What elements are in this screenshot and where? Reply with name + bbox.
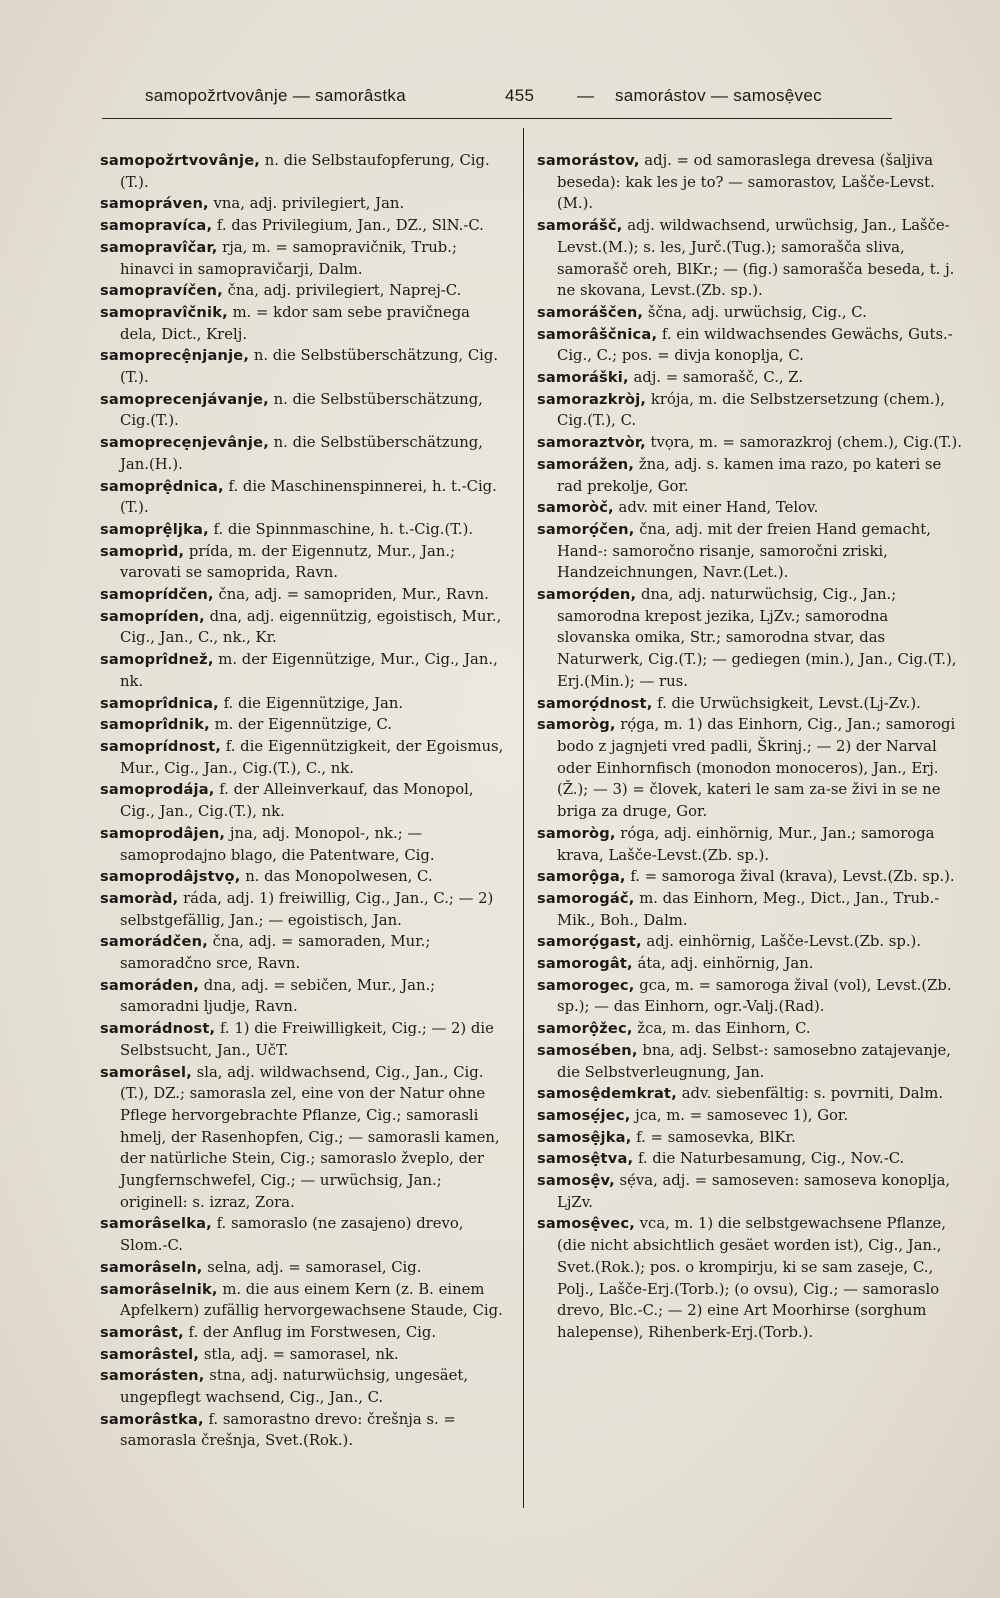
entry-definition: m. der Eigennützige, C. — [209, 716, 393, 734]
dictionary-entry — [537, 432, 962, 454]
dictionary-entry — [537, 454, 962, 497]
entry-definition: f. = samoroga žival (krava), Levst.(Zb. sp.). — [625, 868, 955, 886]
entry-definition: n. die Selbstüberschätzung, Cig.(T.). — [120, 347, 499, 387]
entry-definition: stla, adj. = samorasel, nk. — [199, 1345, 399, 1363]
dictionary-entry — [537, 324, 962, 367]
left-column — [100, 150, 510, 1452]
dictionary-entry — [100, 1213, 510, 1256]
entry-definition: f. die Naturbesamung, Cig., Nov.-C. — [633, 1150, 905, 1168]
entry-definition: f. die Spinnmaschine, h. t.-Cig.(T.). — [208, 520, 474, 538]
entry-headword: samoròč, — [537, 499, 614, 517]
entry-headword: samoprîdnež, — [100, 651, 214, 669]
dictionary-entry — [100, 1257, 510, 1279]
dictionary-entry — [100, 931, 510, 974]
header-left-guidewords: samopožrtvovânje — samorâstka — [145, 86, 406, 105]
entry-headword: samoráščen, — [537, 303, 644, 321]
entry-definition: gca, m. = samoroga žival (vol), Levst.(Zb. sp.); — das Einhorn, ogr.-Valj.(Rad). — [557, 976, 952, 1016]
dictionary-entry — [537, 975, 962, 1018]
entry-definition: f. der Alleinverkauf, das Monopol, Cig., Jan., Cig.(T.), nk. — [120, 781, 474, 821]
dictionary-entry — [100, 541, 510, 584]
entry-definition: selna, adj. = samorasel, Cig. — [202, 1258, 422, 1276]
dictionary-entry — [537, 953, 962, 975]
entry-headword: samoráški, — [537, 369, 629, 387]
dictionary-entry — [100, 1322, 510, 1344]
entry-headword: samorâst, — [100, 1323, 184, 1341]
dictionary-entry — [100, 779, 510, 822]
dictionary-entry — [537, 866, 962, 888]
dictionary-entry — [537, 150, 962, 215]
entry-headword: samoràd, — [100, 889, 179, 907]
entry-headword: samopravîčar, — [100, 238, 218, 256]
dictionary-entry — [100, 888, 510, 931]
entry-headword: samorástov, — [537, 152, 640, 169]
dictionary-entry — [100, 866, 510, 888]
entry-headword: samoprodâjen, — [100, 824, 226, 842]
right-column — [537, 150, 962, 1344]
entry-definition: vca, m. 1) die selbstgewachsene Pflanze, (die nicht absichtlich gesäet worden ist), Cig., Jan., Svet.(Rok.); pos. o krompirju, ki se sam zaseje, C., Polj., Lašče-Erj.(Torb.); (o ovsu), Cig.; — samoraslo drevo, Blc.-C.; — 2) eine Art Moorhirse (sorghum halepense), Rihenberk-Erj.(Torb.). — [557, 1215, 946, 1341]
entry-definition: f. samoraslo (ne zasajeno) drevo, Slom.-C. — [120, 1215, 464, 1255]
entry-headword: samorogec, — [537, 976, 635, 994]
dictionary-entry — [100, 1365, 510, 1408]
entry-definition: rja, m. = samopravičnik, Trub.; hinavci in samopravičarji, Dalm. — [120, 238, 457, 278]
dictionary-entry — [100, 975, 510, 1018]
dictionary-entry — [100, 1409, 510, 1452]
dictionary-entry — [100, 693, 510, 715]
dictionary-entry — [100, 389, 510, 432]
entry-headword: samosẹ́jec, — [537, 1106, 631, 1124]
dictionary-entry — [537, 1018, 962, 1040]
entry-definition: róga, adj. einhörnig, Mur., Jan.; samoroga krava, Lašče-Levst.(Zb. sp.). — [557, 824, 935, 864]
entry-definition: adj. = samorašč, C., Z. — [628, 369, 804, 387]
entry-headword: samorâstka, — [100, 1410, 204, 1428]
entry-headword: samoprìd, — [100, 542, 185, 560]
entry-headword: samorásten, — [100, 1367, 205, 1385]
entry-definition: f. die Eigennützigkeit, der Egoismus, Mur., Cig., Jan., Cig.(T.), C., nk. — [120, 737, 504, 777]
dictionary-entry — [537, 693, 962, 715]
running-header — [100, 86, 900, 116]
entry-headword: samorâselka, — [100, 1215, 212, 1233]
entry-definition: vna, adj. privilegiert, Jan. — [208, 195, 405, 213]
entry-headword: samoròg, — [537, 824, 616, 842]
entry-headword: samorogât, — [537, 955, 633, 973]
dictionary-entry — [537, 1170, 962, 1213]
dictionary-entry — [100, 302, 510, 345]
entry-headword: samoprídčen, — [100, 586, 214, 604]
dictionary-entry — [537, 931, 962, 953]
entry-definition: jca, m. = samosevec 1), Gor. — [630, 1106, 849, 1124]
entry-headword: samoráden, — [100, 976, 200, 994]
dictionary-entry — [100, 237, 510, 280]
dictionary-entry — [100, 1344, 510, 1366]
dictionary-entry — [100, 476, 510, 519]
entry-definition: f. = samosevka, BlKr. — [631, 1128, 796, 1146]
entry-definition: stna, adj. naturwüchsig, ungesäet, ungepflegt wachsend, Cig., Jan., C. — [120, 1367, 469, 1407]
entry-definition: adj. wildwachsend, urwüchsig, Jan., Lašče-Levst.(M.); s. les, Jurč.(Tug.); samorašča sliva, samorašč oreh, BlKr.; — (fig.) samorašča beseda, t. j. ne skovana, Levst.(Zb. sp.). — [557, 217, 955, 300]
entry-headword: samoprệdnica, — [100, 477, 224, 495]
entry-headword: samorážen, — [537, 455, 635, 473]
entry-definition: žna, adj. s. kamen ima razo, po kateri se rad prekolje, Gor. — [557, 455, 942, 495]
dictionary-entry — [537, 497, 962, 519]
entry-definition: f. ein wildwachsendes Gewächs, Guts.-Cig., C.; pos. = divja konoplja, C. — [557, 325, 953, 365]
dictionary-entry — [537, 823, 962, 866]
entry-headword: samoròg, — [537, 716, 616, 734]
entry-definition: f. 1) die Freiwilligkeit, Cig.; — 2) die Selbstsucht, Jan., UčT. — [120, 1020, 494, 1059]
entry-definition: n. die Selbstaufopferung, Cig.(T.). — [120, 152, 490, 191]
header-dash-right: — — [577, 86, 595, 105]
dictionary-entry — [537, 519, 962, 584]
entry-definition: ráda, adj. 1) freiwillig, Cig., Jan., C.; — 2) selbstgefällig, Jan.; — egoistisch, Jan. — [120, 889, 494, 929]
entry-definition: ščna, adj. urwüchsig, Cig., C. — [643, 303, 867, 321]
entry-definition: čna, adj. mit der freien Hand gemacht, Hand-: samoročno risanje, samoročni zriski, Handzeichnungen, Navr.(Let.). — [557, 520, 931, 582]
entry-definition: m. = kdor sam sebe pravičnega dela, Dict., Krelj. — [120, 303, 471, 343]
entry-definition: f. der Anflug im Forstwesen, Cig. — [183, 1323, 437, 1341]
entry-headword: samorâseln, — [100, 1258, 203, 1276]
entry-headword: samoprídnost, — [100, 737, 222, 755]
entry-definition: čna, adj. = samoraden, Mur.; samoradčno srce, Ravn. — [120, 933, 431, 973]
entry-definition: adj. = od samoraslega drevesa (šaljiva beseda): kak les je to? — samorastov, Lašče-Levst.(M.). — [557, 152, 935, 213]
entry-headword: samorọ́čen, — [537, 520, 635, 538]
entry-headword: samopravîčnik, — [100, 303, 228, 321]
entry-definition: áta, adj. einhörnig, Jan. — [632, 955, 814, 973]
entry-definition: tvọra, m. = samorazkroj (chem.), Cig.(T.). — [645, 434, 963, 452]
entry-headword: samorádnost, — [100, 1020, 216, 1038]
entry-definition: krója, m. die Selbstzersetzung (chem.), Cig.(T.), C. — [557, 390, 945, 430]
dictionary-entry — [100, 150, 510, 193]
entry-definition: m. der Eigennützige, Mur., Cig., Jan., nk. — [120, 651, 498, 690]
dictionary-entry — [100, 345, 510, 388]
dictionary-entry — [537, 1105, 962, 1127]
entry-headword: samosệdemkrat, — [537, 1085, 677, 1103]
dictionary-entry — [100, 736, 510, 779]
entry-headword: samorộžec, — [537, 1020, 633, 1038]
dictionary-entry — [100, 823, 510, 866]
column-divider — [523, 128, 524, 1508]
dictionary-entry — [100, 519, 510, 541]
entry-headword: samorâsel, — [100, 1063, 192, 1081]
entry-definition: m. das Einhorn, Meg., Dict., Jan., Trub.-Mik., Boh., Dalm. — [557, 889, 940, 929]
entry-headword: samorášč, — [537, 217, 623, 235]
entry-definition: f. die Maschinenspinnerei, h. t.-Cig.(T.). — [120, 477, 497, 517]
entry-headword: samosệvec, — [537, 1215, 635, 1233]
entry-headword: samorazkròj, — [537, 390, 647, 408]
dictionary-entry — [537, 302, 962, 324]
entry-definition: n. die Selbstüberschätzung, Cig.(T.). — [120, 390, 483, 430]
dictionary-entry — [537, 714, 962, 823]
dictionary-entry — [537, 584, 962, 693]
entry-headword: samosệjka, — [537, 1128, 632, 1146]
entry-headword: samorâščnica, — [537, 325, 658, 343]
entry-headword: samoprecẹnjevânje, — [100, 434, 269, 452]
entry-definition: čna, adj. privilegiert, Naprej-C. — [222, 282, 462, 300]
header-right-guidewords: samorástov — samosệvec — [615, 86, 822, 105]
entry-headword: samorogáč, — [537, 889, 635, 907]
entry-headword: samorộga, — [537, 868, 626, 886]
entry-definition: m. die aus einem Kern (z. B. einem Apfelkern) zufällig hervorgewachsene Staude, Cig. — [120, 1280, 503, 1320]
dictionary-entry — [100, 1062, 510, 1214]
entry-definition: f. das Privilegium, Jan., DZ., SlN.-C. — [212, 217, 484, 235]
dictionary-entry — [100, 649, 510, 692]
dictionary-entry — [537, 1213, 962, 1343]
entry-definition: sẹ́va, adj. = samoseven: samoseva konoplja, LjZv. — [557, 1172, 951, 1211]
dictionary-entry — [537, 888, 962, 931]
page-number: 455 — [505, 86, 535, 105]
entry-headword: samoprodája, — [100, 781, 215, 799]
dictionary-entry — [100, 714, 510, 736]
entry-definition: žca, m. das Einhorn, C. — [632, 1020, 811, 1038]
entry-headword: samopravíčen, — [100, 282, 223, 300]
dictionary-entry — [100, 280, 510, 302]
entry-headword: samopožrtvovânje, — [100, 152, 261, 169]
dictionary-entry — [100, 215, 510, 237]
entry-definition: dna, adj. eigennützig, egoistisch, Mur., Cig., Jan., C., nk., Kr. — [120, 607, 502, 647]
entry-headword: samopravíca, — [100, 217, 213, 235]
entry-headword: samoprecenjávanje, — [100, 390, 269, 408]
entry-definition: jna, adj. Monopol-, nk.; — samoprodajno blago, die Patentware, Cig. — [120, 824, 435, 864]
entry-definition: rọ́ga, m. 1) das Einhorn, Cig., Jan.; samorogi bodo z jagnjeti vred padli, Škrinj.; — 2) der Narval oder Einhornfisch (monodon monoceros), Jan., Erj.(Ž.); — 3) = človek, kateri le sam za-se živi in se ne briga za druge, Gor. — [557, 716, 956, 821]
entry-definition: sla, adj. wildwachsend, Cig., Jan., Cig.(T.), DZ.; samorasla zel, eine von der Natur ohne Pflege hervorgebrachte Pflanze, Cig.; samorasli hmelj, der Rasenhopfen, Cig.; — samorasli kamen, der natürliche Stein, Cig.; samoraslo žveplo, der Jungfernschwefel, Cig.; — urwüchsig, Jan.; originell: s. izraz, Zora. — [120, 1063, 500, 1211]
entry-headword: samorâselnik, — [100, 1280, 218, 1298]
entry-definition: bna, adj. Selbst-: samosebno zatajevanje, die Selbstverleugnung, Jan. — [557, 1041, 951, 1081]
entry-definition: čna, adj. = samopriden, Mur., Ravn. — [213, 586, 489, 604]
entry-headword: samorọ́dnost, — [537, 694, 653, 712]
entry-headword: samorọ́den, — [537, 586, 637, 604]
dictionary-entry — [537, 1148, 962, 1170]
dictionary-entry — [537, 367, 962, 389]
entry-headword: samosệv, — [537, 1172, 615, 1190]
entry-definition: adj. einhörnig, Lašče-Levst.(Zb. sp.). — [641, 933, 922, 951]
dictionary-entry — [537, 389, 962, 432]
entry-headword: samorâstel, — [100, 1345, 200, 1363]
entry-definition: dna, adj. = sebičen, Mur., Jan.; samoradni ljudje, Ravn. — [120, 976, 436, 1016]
entry-headword: samoprệljka, — [100, 520, 209, 538]
dictionary-entry — [537, 1040, 962, 1083]
entry-headword: samosệtva, — [537, 1150, 634, 1168]
header-rule — [102, 118, 892, 119]
entry-definition: n. das Monopolwesen, C. — [240, 868, 433, 886]
entry-headword: samoprecệnjanje, — [100, 347, 250, 365]
dictionary-entry — [100, 606, 510, 649]
dictionary-entry — [100, 584, 510, 606]
entry-headword: samoprîdnik, — [100, 716, 210, 734]
entry-headword: samoprodâjstvọ, — [100, 868, 241, 886]
dictionary-entry — [100, 432, 510, 475]
entry-headword: samorádčen, — [100, 933, 208, 951]
entry-headword: samoprîdnica, — [100, 694, 219, 712]
entry-definition: adv. siebenfältig: s. povrniti, Dalm. — [676, 1085, 944, 1103]
dictionary-entry — [100, 1279, 510, 1322]
entry-headword: samoraztvòr, — [537, 434, 646, 452]
entry-definition: f. die Urwüchsigkeit, Levst.(Lj-Zv.). — [652, 694, 921, 712]
entry-definition: dna, adj. naturwüchsig, Cig., Jan.; samorodna krepost jezika, LjZv.; samorodna slovanska omika, Str.; samorodna stvar, das Naturwerk, Cig.(T.); — gediegen (min.), Jan., Cig.(T.), Erj.(Min.); — rus. — [557, 586, 957, 690]
dictionary-entry — [537, 1083, 962, 1105]
dictionary-entry — [537, 1127, 962, 1149]
entry-headword: samopríden, — [100, 607, 205, 625]
dictionary-entry — [100, 1018, 510, 1061]
entry-headword: samosében, — [537, 1041, 638, 1059]
entry-definition: f. die Eigennützige, Jan. — [218, 694, 404, 712]
entry-definition: f. samorastno drevo: črešnja s. = samorasla črešnja, Svet.(Rok.). — [120, 1410, 456, 1450]
entry-definition: prída, m. der Eigennutz, Mur., Jan.; varovati se samoprida, Ravn. — [120, 542, 456, 582]
entry-definition: adv. mit einer Hand, Telov. — [613, 499, 819, 517]
entry-definition: n. die Selbstüberschätzung, Jan.(H.). — [120, 434, 483, 473]
dictionary-entry — [537, 215, 962, 302]
entry-headword: samopráven, — [100, 195, 209, 213]
dictionary-entry — [100, 193, 510, 215]
entry-headword: samorọ́gast, — [537, 933, 642, 951]
